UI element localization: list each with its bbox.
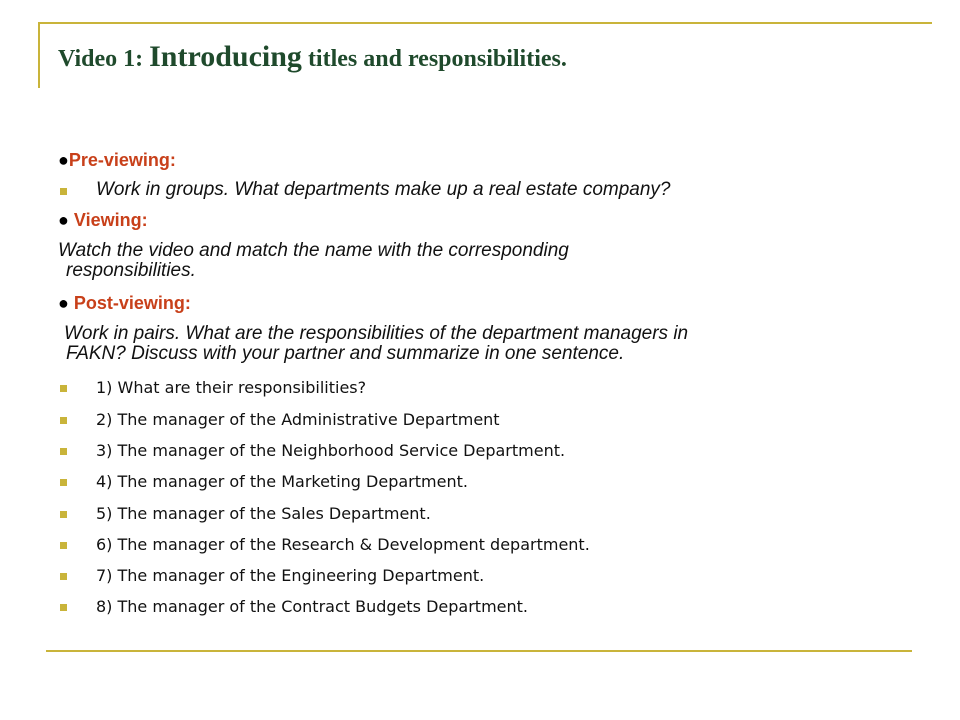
viewing-heading	[58, 209, 148, 231]
square-bullet-icon	[60, 417, 67, 424]
bottom-border-rule	[46, 650, 912, 652]
viewing-task-line-1: Watch the video and match the name with the corresponding	[58, 240, 569, 261]
post-viewing-heading-text: Post-viewing:	[73, 293, 191, 313]
question-text: 4) The manager of the Marketing Department.	[96, 472, 468, 491]
pre-viewing-heading	[58, 149, 176, 171]
top-border-rule	[40, 22, 932, 24]
question-text: 7) The manager of the Engineering Department.	[96, 566, 485, 585]
square-bullet-icon	[60, 542, 67, 549]
square-bullet-icon	[60, 511, 67, 518]
question-item-4	[58, 472, 946, 492]
pre-viewing-task-text: Work in groups. What departments make up a real estate company?	[96, 179, 671, 200]
question-text: 5) The manager of the Sales Department.	[96, 504, 431, 523]
post-viewing-task	[58, 324, 908, 364]
question-text: 1) What are their responsibilities?	[96, 378, 367, 397]
question-item-1	[58, 378, 946, 398]
square-bullet-icon	[60, 604, 67, 611]
round-bullet-icon: ●	[58, 150, 69, 170]
question-item-5	[58, 504, 946, 524]
title-part-3: titles and responsibilities.	[301, 46, 567, 72]
square-bullet-icon	[60, 479, 67, 486]
question-item-6	[58, 535, 946, 555]
question-item-7	[58, 566, 946, 586]
round-bullet-icon: ●	[58, 293, 69, 313]
question-text: 8) The manager of the Contract Budgets Department.	[96, 597, 528, 616]
post-viewing-task-line-2: FAKN? Discuss with your partner and summarize in one sentence.	[66, 343, 625, 364]
viewing-task-line-2: responsibilities.	[66, 260, 196, 281]
post-viewing-task-line-1: Work in pairs. What are the responsibilities of the department managers in	[64, 323, 689, 344]
slide-title	[58, 40, 938, 74]
viewing-task	[58, 241, 908, 281]
question-item-2	[58, 410, 946, 430]
square-bullet-icon	[60, 448, 67, 455]
question-text: 3) The manager of the Neighborhood Service Department.	[96, 441, 566, 460]
post-viewing-heading	[58, 292, 191, 314]
square-bullet-icon	[60, 385, 67, 392]
title-part-2: Introducing	[149, 40, 302, 73]
pre-viewing-task	[58, 180, 946, 200]
square-bullet-icon	[60, 573, 67, 580]
question-item-8	[58, 597, 946, 617]
question-item-3	[58, 441, 946, 461]
square-bullet-icon	[60, 188, 67, 195]
pre-viewing-heading-text: Pre-viewing:	[68, 150, 176, 170]
left-border-rule	[38, 22, 40, 88]
question-text: 2) The manager of the Administrative Department	[96, 410, 500, 429]
question-text: 6) The manager of the Research & Development department.	[96, 535, 590, 554]
title-part-1: Video 1:	[58, 46, 150, 72]
round-bullet-icon: ●	[58, 210, 69, 230]
viewing-heading-text: Viewing:	[73, 210, 148, 230]
